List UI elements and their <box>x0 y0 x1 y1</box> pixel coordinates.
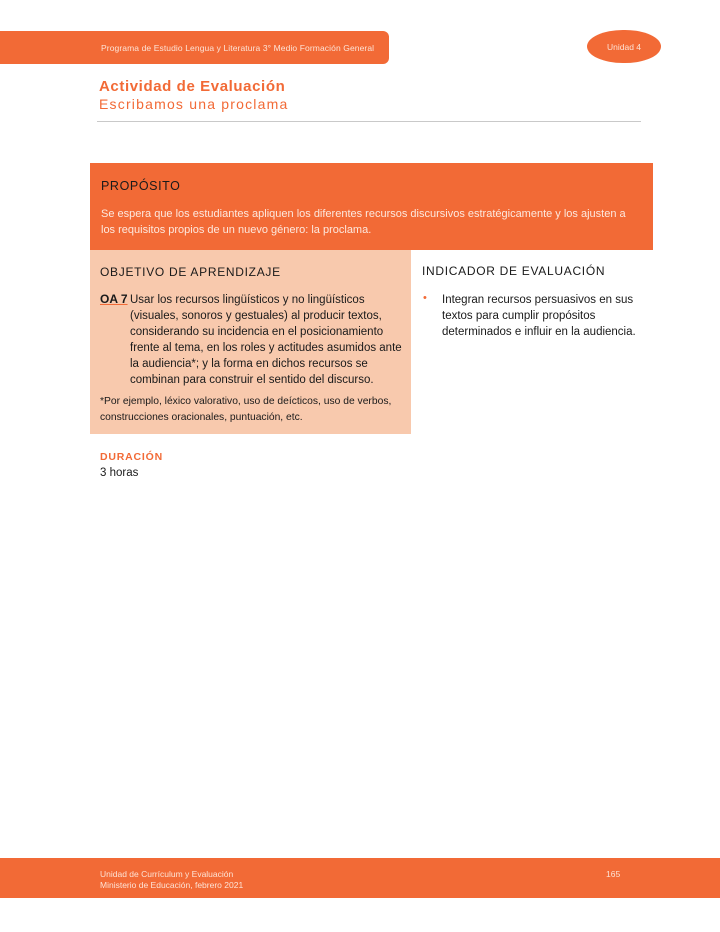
objective-footnote: *Por ejemplo, léxico valorativo, uso de deícticos, uso de verbos, construcciones oracionales, puntuación, etc. <box>100 396 392 423</box>
unit-badge <box>587 30 661 63</box>
indicator-text: Integran recursos persuasivos en sus textos para cumplir propósitos determinados e influir en la audiencia. <box>442 294 636 338</box>
footer-ministry: Ministerio de Educación, febrero 2021 <box>100 880 244 890</box>
page-number: 165 <box>606 869 621 879</box>
purpose-section <box>90 163 653 250</box>
objective-code: OA 7 <box>100 292 128 306</box>
bullet-icon: • <box>423 292 427 304</box>
purpose-text: Se espera que los estudiantes apliquen los diferentes recursos discursivos estratégicamente y los ajusten a los requisitos propios de un nuevo género: la proclama. <box>101 208 626 236</box>
activity-subtitle: Escribamos una proclama <box>99 96 289 112</box>
duration-value: 3 horas <box>100 467 139 479</box>
objective-heading: OBJETIVO DE APRENDIZAJE <box>100 265 281 279</box>
program-title: Programa de Estudio Lengua y Literatura 3° Medio Formación General <box>101 43 375 53</box>
header-bar <box>0 31 389 64</box>
objective-section <box>90 250 411 434</box>
indicator-heading: INDICADOR DE EVALUACIÓN <box>422 264 606 278</box>
activity-title: Actividad de Evaluación <box>99 78 286 95</box>
purpose-heading: PROPÓSITO <box>101 179 181 193</box>
title-divider <box>97 121 641 122</box>
unit-label: Unidad 4 <box>606 42 642 52</box>
duration-heading: DURACIÓN <box>100 451 163 463</box>
footer-unit: Unidad de Currículum y Evaluación <box>100 869 234 879</box>
footer-bar <box>0 858 720 898</box>
objective-text: Usar los recursos lingüísticos y no lingüísticos (visuales, sonoros y gestuales) al producir textos, considerando su incidencia en el posicionamiento frente al tema, en los roles y actitudes asumidos ante la audiencia*; y la forma en dichos recursos se combinan para construir el sentido del discurso. <box>130 294 402 386</box>
